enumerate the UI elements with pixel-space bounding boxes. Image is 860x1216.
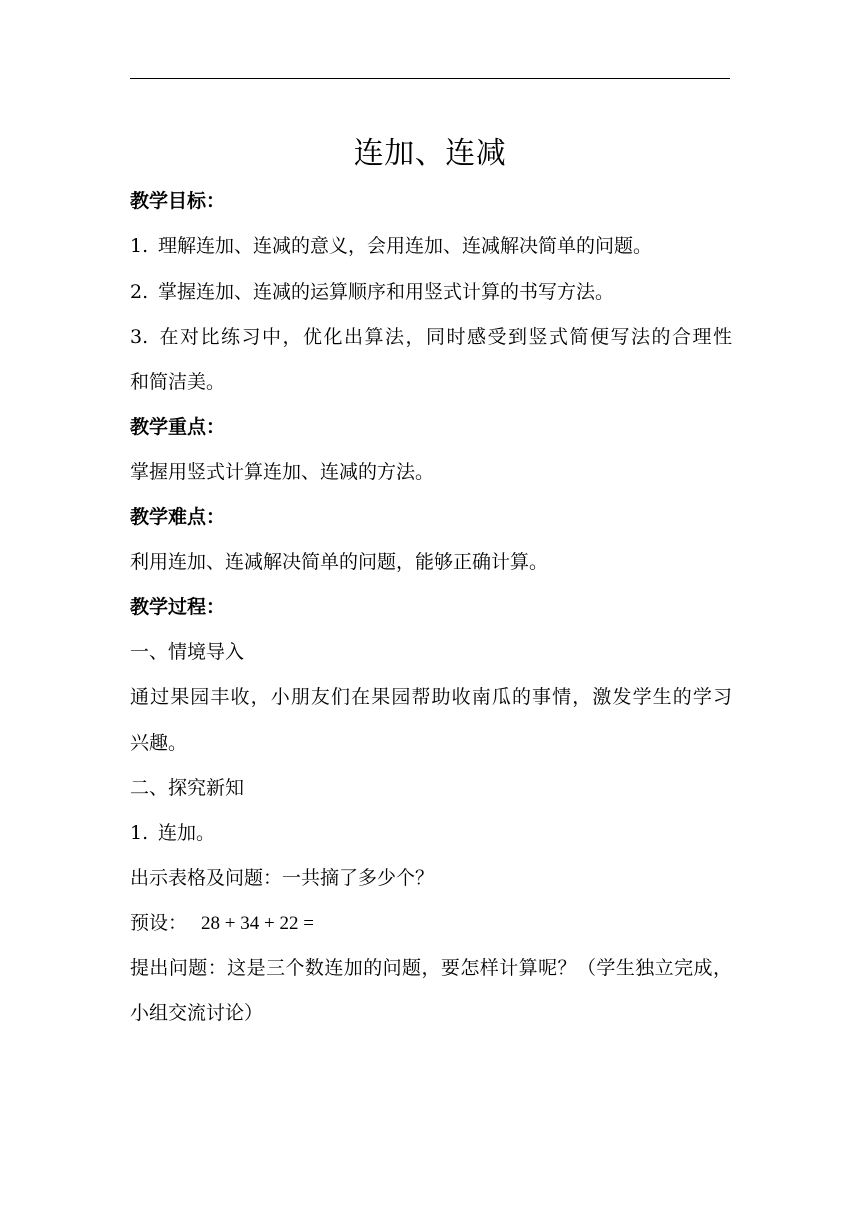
objective-number: 2. <box>130 281 149 303</box>
objective-item-3-continuation: 和简洁美。 <box>130 371 226 393</box>
objective-item-2 <box>130 277 732 307</box>
difficulty-text: 利用连加、连减解决简单的问题，能够正确计算。 <box>130 551 549 573</box>
objective-item-1 <box>130 231 732 261</box>
objective-text: 理解连加、连减的意义，会用连加、连减解决简单的问题。 <box>158 235 653 257</box>
objective-number: 1. <box>130 235 149 257</box>
ask-question-line-1: 提出问题：这是三个数连加的问题，要怎样计算呢？（学生独立完成， <box>130 957 732 979</box>
subsection-text: 连加。 <box>158 822 216 844</box>
objectives-heading: 教学目标： <box>130 190 226 212</box>
preset-label: 预设： <box>130 912 188 934</box>
key-point-heading: 教学重点： <box>130 416 226 438</box>
section-2-title: 二、探究新知 <box>130 777 245 799</box>
section-1-text-line-2: 兴趣。 <box>130 732 188 754</box>
subsection-number: 1. <box>130 822 149 844</box>
preset-line <box>130 908 732 939</box>
key-point-text: 掌握用竖式计算连加、连减的方法。 <box>130 461 435 483</box>
header-rule <box>130 78 730 79</box>
objective-text: 在对比练习中，优化出算法，同时感受到竖式简便写法的合理性 <box>158 326 732 348</box>
process-heading: 教学过程： <box>130 596 226 618</box>
preset-equation: 28 + 34 + 22 = <box>201 913 314 934</box>
section-1-title: 一、情境导入 <box>130 641 245 663</box>
ask-question-line-2: 小组交流讨论） <box>130 1002 264 1024</box>
objective-text: 掌握连加、连减的运算顺序和用竖式计算的书写方法。 <box>158 281 615 303</box>
difficulty-heading: 教学难点： <box>130 506 226 528</box>
document-title: 连加、连减 <box>353 136 507 171</box>
objective-item-3 <box>130 322 732 352</box>
objective-number: 3. <box>130 326 149 348</box>
show-question-text: 出示表格及问题：一共摘了多少个？ <box>130 867 435 889</box>
section-1-text-line-1: 通过果园丰收，小朋友们在果园帮助收南瓜的事情，激发学生的学习 <box>130 686 732 708</box>
subsection-1 <box>130 818 732 848</box>
